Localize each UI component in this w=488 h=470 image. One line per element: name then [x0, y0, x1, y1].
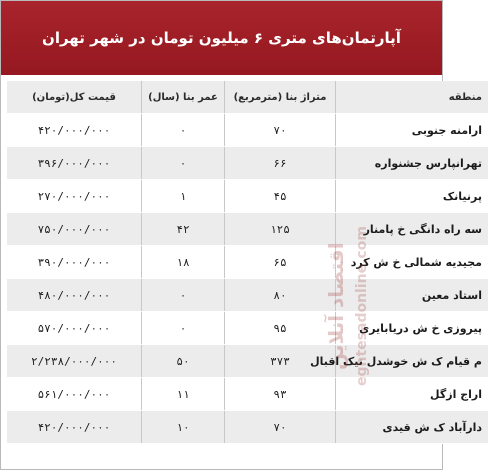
header-area: متراژ بنا (مترمربع) — [225, 81, 336, 114]
cell-region: مجیدیه شمالی خ ش کرد — [336, 246, 488, 279]
cell-price: ۵۶۱/۰۰۰/۰۰۰ — [7, 378, 142, 411]
header-price: قیمت کل(تومان) — [7, 81, 142, 114]
cell-price: ۵۷۰/۰۰۰/۰۰۰ — [7, 312, 142, 345]
cell-age: ۵۰ — [142, 345, 225, 378]
apartment-price-table — [7, 81, 488, 444]
cell-area: ۶۶ — [225, 147, 336, 180]
cell-price: ۷۵۰/۰۰۰/۰۰۰ — [7, 213, 142, 246]
table-row — [7, 180, 488, 213]
cell-age: ۱۱ — [142, 378, 225, 411]
cell-region: استاد معین — [336, 279, 488, 312]
table-title: آپارتمان‌های متری ۶ میلیون تومان در شهر تهران — [42, 29, 401, 47]
table-row — [7, 246, 488, 279]
cell-age: ۰ — [142, 312, 225, 345]
cell-price: ۴۲۰/۰۰۰/۰۰۰ — [7, 411, 142, 444]
table-title-bar — [1, 1, 442, 75]
watermark-text: اقتصاد آنلاین — [324, 242, 348, 370]
cell-region: سه راه دانگی خ پامنار — [336, 213, 488, 246]
watermark-url: eghtesadonline.com — [354, 226, 370, 386]
cell-age: ۰ — [142, 147, 225, 180]
table-row — [7, 279, 488, 312]
header-region: منطقه — [336, 81, 488, 114]
cell-area: ۹۳ — [225, 378, 336, 411]
cell-area: ۷۰ — [225, 114, 336, 147]
table-row — [7, 147, 488, 180]
cell-area: ۱۲۵ — [225, 213, 336, 246]
cell-area: ۹۵ — [225, 312, 336, 345]
cell-age: ۰ — [142, 279, 225, 312]
cell-area: ۴۵ — [225, 180, 336, 213]
cell-age: ۱۰ — [142, 411, 225, 444]
table-row — [7, 345, 488, 378]
cell-area: ۸۰ — [225, 279, 336, 312]
cell-region: دارآباد ک ش قیدی — [336, 411, 488, 444]
table-row — [7, 213, 488, 246]
header-age: عمر بنا (سال) — [142, 81, 225, 114]
cell-age: ۱۸ — [142, 246, 225, 279]
cell-region: م قیام ک ش خوشدل نیک اقبال — [336, 345, 488, 378]
cell-price: ۲/۲۳۸/۰۰۰/۰۰۰ — [7, 345, 142, 378]
cell-region: پرنیانک — [336, 180, 488, 213]
cell-region: تهرانپارس جشنواره — [336, 147, 488, 180]
cell-area: ۷۰ — [225, 411, 336, 444]
cell-age: ۰ — [142, 114, 225, 147]
table-row — [7, 114, 488, 147]
cell-area: ۳۷۳ — [225, 345, 336, 378]
table-row — [7, 378, 488, 411]
cell-age: ۴۲ — [142, 213, 225, 246]
cell-area: ۶۵ — [225, 246, 336, 279]
cell-price: ۴۲۰/۰۰۰/۰۰۰ — [7, 114, 142, 147]
cell-region: پیروزی خ ش دریابایری — [336, 312, 488, 345]
cell-price: ۳۹۰/۰۰۰/۰۰۰ — [7, 246, 142, 279]
cell-price: ۴۸۰/۰۰۰/۰۰۰ — [7, 279, 142, 312]
cell-price: ۲۷۰/۰۰۰/۰۰۰ — [7, 180, 142, 213]
cell-age: ۱ — [142, 180, 225, 213]
cell-price: ۳۹۶/۰۰۰/۰۰۰ — [7, 147, 142, 180]
cell-region: اراج ازگل — [336, 378, 488, 411]
cell-region: ارامنه جنوبی — [336, 114, 488, 147]
table-header-row — [7, 81, 488, 114]
table-row — [7, 312, 488, 345]
table-row — [7, 411, 488, 444]
